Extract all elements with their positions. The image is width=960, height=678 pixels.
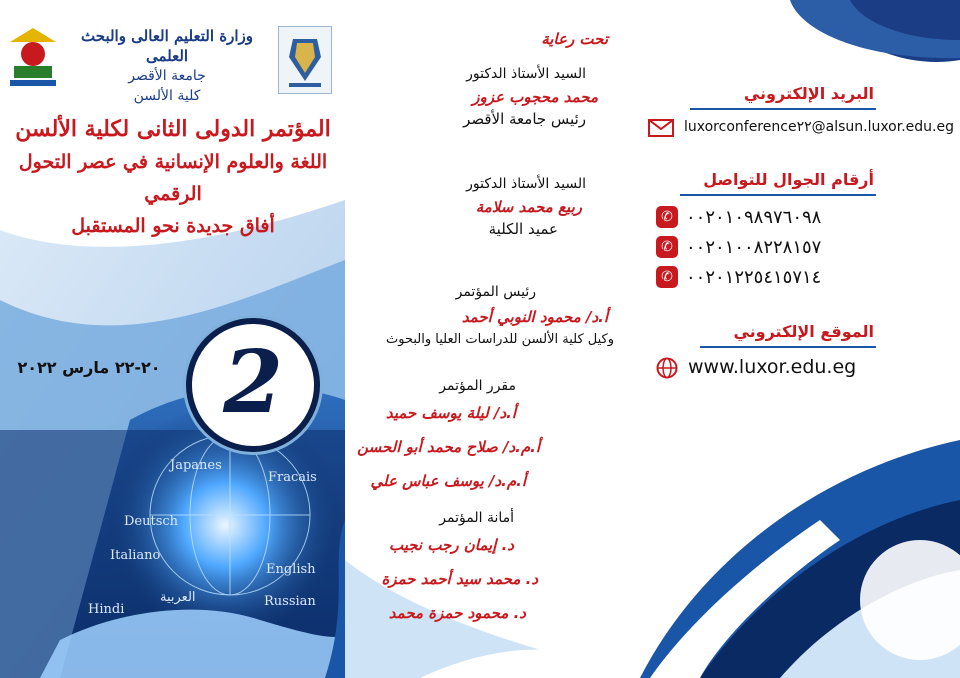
patron-role: رئيس جامعة الأقصر (463, 110, 586, 128)
website-heading: الموقع الإلكتروني (733, 322, 874, 341)
language-label: English (266, 562, 316, 577)
edition-badge (186, 318, 320, 452)
patron-name: ربيع محمد سلامة (475, 198, 582, 216)
president-heading: رئيس المؤتمر (455, 284, 536, 300)
phone-row[interactable] (656, 236, 876, 260)
university-name: جامعة الأقصر (128, 68, 206, 84)
email-address[interactable]: luxorconference٢٢@alsun.luxor.edu.eg (684, 119, 954, 135)
phone-row[interactable] (656, 206, 876, 230)
patronage-heading: تحت رعاية (541, 30, 608, 48)
rapporteur-name: أ.م.د/ يوسف عباس علي (370, 472, 526, 490)
website-url[interactable]: www.luxor.edu.eg (688, 356, 857, 378)
phones-heading-underline (680, 194, 876, 196)
phone-icon: ✆ (656, 236, 678, 258)
secretariat-name: د. محمد سيد أحمد حمزة (381, 570, 538, 588)
ministry-header (62, 26, 272, 106)
email-heading: البريد الإلكتروني (743, 84, 874, 103)
rapporteur-name: أ.د/ ليلة يوسف حميد (385, 404, 516, 422)
conference-subtitle: اللغة والعلوم الإنسانية في عصر التحول الرقمي (18, 151, 328, 205)
conference-title: المؤتمر الدولى الثانى لكلية الألسن (15, 116, 331, 142)
email-heading-underline (690, 108, 876, 110)
conference-title-block (8, 112, 338, 242)
phone-number[interactable]: ٠٠٢٠١٠٩٨٩٧٦٠٩٨ (686, 207, 822, 228)
patron-title: السيد الأستاذ الدكتور (466, 176, 586, 192)
language-label: Fracais (268, 470, 317, 485)
ministry-name: وزارة التعليم العالى والبحث العلمى (81, 27, 253, 65)
phone-number[interactable]: ٠٠٢٠١٢٢٥٤١٥٧١٤ (686, 267, 822, 288)
website-heading-underline (700, 346, 876, 348)
patron-role: عميد الكلية (488, 220, 558, 238)
president-role: وكيل كلية الألسن للدراسات العليا والبحوث (386, 332, 614, 347)
secretariat-name: د. محمود حمزة محمد (388, 604, 526, 622)
language-label: Russian (264, 594, 316, 609)
faculty-name: كلية الألسن (133, 88, 201, 104)
university-logo (278, 26, 332, 94)
president-name: أ.د/ محمود النوبي أحمد (461, 308, 608, 326)
phone-icon: ✆ (656, 266, 678, 288)
email-row[interactable] (648, 116, 960, 140)
envelope-icon (648, 119, 674, 137)
conference-tagline: أفاق جديدة نحو المستقبل (71, 215, 275, 237)
secretariat-heading: أمانة المؤتمر (439, 510, 514, 526)
patron-name: محمد محجوب عزوز (472, 88, 598, 106)
language-label: Hindi (88, 602, 125, 617)
secretariat-name: د. إيمان رجب نجيب (388, 536, 514, 554)
rapporteur-name: أ.م.د/ صلاح محمد أبو الحسن (357, 438, 540, 456)
conference-dates: ٢٠-٢٢ مارس ٢٠٢٢ (17, 358, 161, 377)
patron-title: السيد الأستاذ الدكتور (466, 66, 586, 82)
globe-icon (656, 357, 678, 379)
phone-row[interactable] (656, 266, 876, 290)
phones-heading: أرقام الجوال للتواصل (703, 170, 874, 189)
website-row[interactable] (656, 356, 896, 380)
rapporteur-heading: مقرر المؤتمر (439, 378, 516, 394)
language-label: العربية (160, 590, 196, 605)
phone-number[interactable]: ٠٠٢٠١٠٠٨٢٢٨١٥٧ (686, 237, 822, 258)
language-label: Japanes (170, 458, 222, 473)
language-label: Italiano (110, 548, 161, 563)
phone-icon: ✆ (656, 206, 678, 228)
faculty-logo (6, 24, 60, 90)
language-label: Deutsch (124, 514, 179, 529)
edition-number: 2 (223, 332, 283, 433)
